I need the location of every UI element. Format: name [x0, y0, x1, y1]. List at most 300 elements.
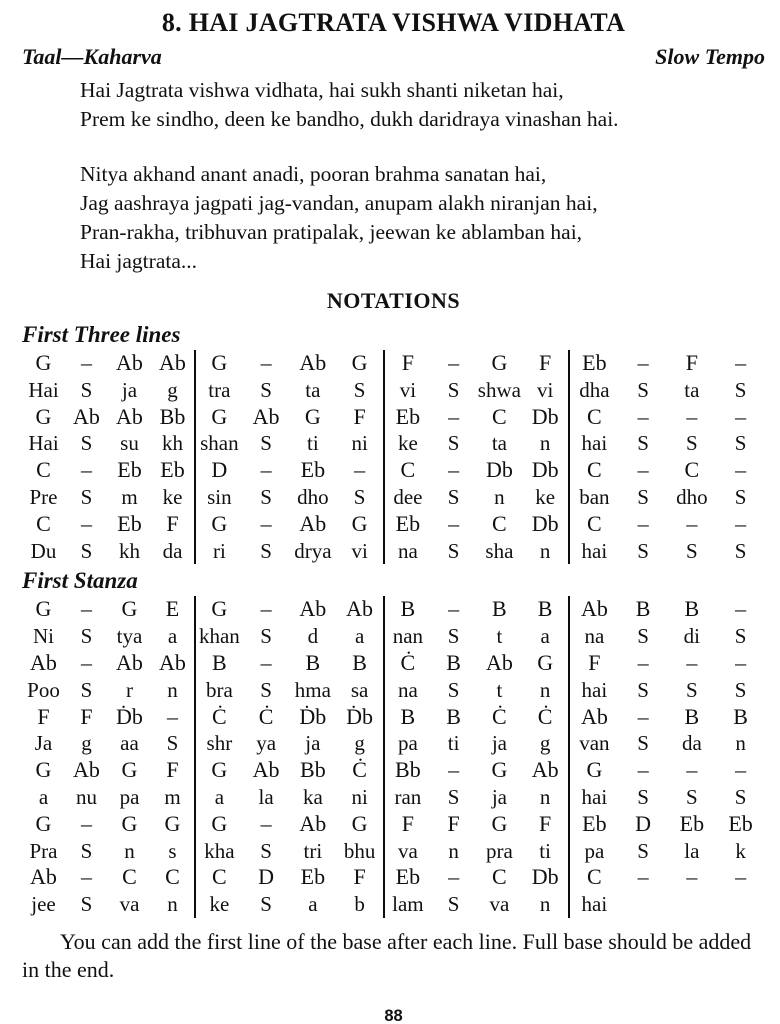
note-cell: –	[448, 403, 460, 429]
note-cell: Ab	[299, 596, 327, 622]
tempo-label: Slow Tempo	[655, 44, 765, 69]
note-cell: G	[211, 596, 228, 622]
lyric-cell: la	[684, 838, 700, 863]
note-cell: Ab	[116, 649, 143, 675]
notation-section-first-three-lines	[22, 322, 765, 564]
note-cell: C	[492, 403, 507, 429]
lyric-cell: da	[681, 731, 702, 756]
note-cell: Eb	[679, 810, 705, 836]
lyric-cell: ran	[394, 784, 422, 809]
note-cell: Ḋb	[116, 703, 143, 729]
bar-group	[196, 538, 385, 565]
note-cell: Eb	[582, 810, 607, 836]
lyric-cell: va	[489, 892, 510, 917]
lyric-cell: vi	[351, 538, 368, 563]
lyric-cell: hma	[294, 677, 331, 702]
lyric-cell: S	[637, 784, 649, 809]
bar-group	[385, 350, 570, 377]
note-cell: B	[305, 649, 321, 675]
bar-group	[22, 350, 196, 377]
bar-group	[196, 511, 385, 538]
note-cell: B	[537, 596, 553, 622]
lyric-cell: S	[80, 624, 93, 649]
note-cell: D	[258, 864, 275, 890]
lyric-cell: S	[734, 431, 747, 456]
lyric-cell: dho	[676, 484, 708, 509]
meta-row	[22, 44, 765, 70]
note-cell: C	[492, 864, 507, 890]
lyric-cell: su	[120, 431, 139, 456]
bar-group	[22, 757, 196, 784]
lyric-cell: S	[260, 624, 272, 649]
bar-group	[22, 677, 196, 704]
note-cell: Ab	[30, 649, 57, 675]
lyric-cell: bra	[205, 677, 233, 702]
note-cell: F	[166, 757, 179, 783]
note-cell: Db	[485, 457, 513, 483]
note-cell: –	[735, 649, 747, 675]
note-cell: Ċ	[492, 703, 507, 729]
lyric-cell: kha	[204, 838, 235, 863]
lyric-cell: tri	[303, 838, 323, 863]
lyric-cell: ti	[447, 731, 460, 756]
notes-row	[22, 511, 765, 538]
note-cell: –	[354, 457, 366, 483]
lyric-cell: S	[260, 484, 272, 509]
lyric-cell: S	[80, 377, 93, 402]
note-cell: Ċ	[400, 649, 416, 675]
note-cell: –	[260, 510, 272, 536]
note-cell: Ab	[159, 649, 186, 675]
lyric-cell: ke	[162, 484, 183, 509]
note-cell: B	[635, 596, 651, 622]
lyric-cell: S	[80, 538, 93, 563]
note-cell: –	[637, 350, 649, 375]
note-cell: Ab	[73, 757, 100, 783]
bar-group	[385, 757, 570, 784]
lyric-cell: d	[307, 624, 319, 649]
bar-group	[22, 623, 196, 650]
section-heading: First Three lines	[22, 322, 181, 347]
verse-line: Hai Jagtrata vishwa vidhata, hai sukh shanti niketan hai,	[80, 78, 564, 102]
lyric-cell: S	[447, 677, 460, 702]
note-cell: B	[400, 703, 416, 729]
note-cell: –	[448, 457, 460, 483]
bar-group	[196, 891, 385, 918]
bar-group	[570, 650, 765, 677]
bar-group	[570, 811, 765, 838]
note-cell: –	[260, 596, 272, 622]
notes-row	[22, 457, 765, 484]
bar-group	[196, 350, 385, 377]
note-cell: Ab	[252, 403, 280, 429]
notations-heading: NOTATIONS	[326, 288, 461, 313]
note-cell: Eb	[395, 510, 421, 536]
lyric-cell: ja	[491, 731, 507, 756]
bar-group	[570, 838, 765, 865]
lyric-cell: S	[686, 677, 698, 702]
note-cell: C	[587, 864, 602, 890]
lyric-cell: nan	[392, 624, 424, 649]
note-cell: Ab	[346, 596, 374, 622]
notes-row	[22, 350, 765, 377]
bar-group	[22, 430, 196, 457]
lyric-cell: n	[494, 484, 505, 509]
notes-row	[22, 864, 765, 891]
bar-group	[385, 404, 570, 431]
bar-group	[22, 838, 196, 865]
note-cell: –	[81, 810, 92, 836]
note-cell: Ab	[485, 649, 513, 675]
lyric-cell: n	[167, 892, 178, 917]
lyric-cell: S	[734, 784, 747, 809]
lyrics-row	[22, 484, 765, 511]
note-cell: –	[81, 350, 92, 375]
lyric-cell: b	[354, 892, 365, 917]
bar-group	[570, 511, 765, 538]
note-cell: Db	[531, 403, 559, 429]
lyric-cell: nu	[76, 784, 97, 809]
note-cell: G	[537, 649, 554, 675]
bar-group	[385, 677, 570, 704]
note-cell: F	[588, 649, 601, 675]
bar-group	[196, 757, 385, 784]
lyric-cell: S	[260, 538, 272, 563]
bar-group	[196, 704, 385, 731]
lyric-cell: n	[124, 838, 135, 863]
lyric-cell: tya	[116, 624, 143, 649]
bar-group	[570, 757, 765, 784]
note-cell: B	[733, 703, 748, 729]
bar-group	[385, 596, 570, 623]
lyric-cell: na	[584, 624, 605, 649]
lyric-cell: S	[637, 538, 649, 563]
note-cell: C	[492, 510, 507, 536]
lyric-cell: S	[260, 377, 272, 402]
lyric-cell: hai	[581, 784, 608, 809]
note-cell: Bb	[159, 403, 186, 429]
lyric-cell: S	[734, 624, 747, 649]
lyrics-row	[22, 677, 765, 704]
note-cell: –	[448, 757, 460, 783]
note-cell: –	[448, 864, 460, 890]
note-cell: G	[35, 350, 52, 375]
note-cell: –	[735, 510, 747, 536]
note-cell: F	[353, 403, 366, 429]
lyric-cell: di	[683, 624, 701, 649]
notes-row	[22, 650, 765, 677]
lyric-cell	[619, 891, 668, 918]
lyric-cell: ke	[397, 431, 418, 456]
lyric-cell: va	[397, 838, 418, 863]
lyric-cell: S	[353, 484, 366, 509]
lyric-cell: ri	[212, 538, 226, 563]
bar-group	[22, 704, 196, 731]
note-cell: –	[735, 864, 747, 890]
note-cell: Ċ	[258, 703, 274, 729]
lyric-cell: s	[168, 838, 177, 863]
note-cell: Ḋb	[299, 703, 327, 729]
bar-group	[196, 596, 385, 623]
note-cell: Ab	[580, 703, 608, 729]
note-cell: C	[36, 510, 51, 536]
notes-row	[22, 704, 765, 731]
note-cell: G	[211, 810, 228, 836]
lyric-cell: hai	[581, 892, 608, 917]
lyric-cell: n	[539, 784, 551, 809]
footnote: You can add the first line of the base after each line. Full base should be added in the end.	[22, 928, 752, 983]
lyric-cell: S	[637, 677, 649, 702]
bar-group	[196, 484, 385, 511]
note-cell: C	[36, 457, 51, 483]
lyric-cell: a	[540, 624, 550, 649]
bar-group	[22, 404, 196, 431]
note-cell: –	[448, 596, 460, 622]
lyric-cell: n	[167, 677, 178, 702]
note-cell: –	[81, 510, 92, 536]
note-cell: –	[637, 457, 649, 483]
note-cell: D	[211, 457, 228, 483]
bar-group	[22, 650, 196, 677]
note-cell: –	[686, 757, 698, 783]
lyric-cell: S	[353, 377, 366, 402]
stanza-verse	[80, 160, 765, 276]
bar-group	[570, 784, 765, 811]
lyric-cell: S	[80, 484, 93, 509]
lyric-cell: Poo	[27, 677, 60, 702]
lyric-cell: S	[166, 731, 179, 756]
note-cell: Ċ	[537, 703, 553, 729]
lyric-cell: S	[637, 484, 649, 509]
section-heading: First Stanza	[22, 568, 138, 594]
note-cell: B	[352, 649, 367, 675]
lyric-cell: g	[81, 731, 92, 756]
bar-group	[570, 677, 765, 704]
lyric-cell: S	[80, 838, 93, 863]
note-cell: B	[400, 596, 416, 622]
lyrics-row	[22, 838, 765, 865]
bar-group	[385, 704, 570, 731]
bar-group	[196, 784, 385, 811]
lyric-cell: drya	[294, 538, 332, 563]
note-cell: Ab	[116, 350, 143, 375]
note-cell: Eb	[395, 403, 421, 429]
note-cell: G	[491, 757, 508, 783]
verse-line: Pran-rakha, tribhuvan pratipalak, jeewan ke ablamban hai,	[80, 220, 583, 244]
note-cell: G	[304, 403, 321, 429]
note-cell: G	[121, 596, 138, 622]
lyric-cell: g	[354, 731, 365, 756]
note-cell: –	[686, 864, 698, 890]
notes-row	[22, 404, 765, 431]
note-cell: C	[400, 457, 416, 483]
bar-group	[22, 811, 196, 838]
bar-group	[22, 538, 196, 565]
note-cell: G	[211, 757, 228, 783]
lyrics-row	[22, 623, 765, 650]
note-cell: –	[637, 510, 649, 536]
lyric-cell: g	[539, 731, 551, 756]
bar-group	[570, 730, 765, 757]
note-cell: Eb	[160, 457, 185, 483]
note-cell: –	[637, 649, 649, 675]
note-cell: –	[735, 757, 747, 783]
lyric-cell: ti	[539, 838, 551, 863]
note-cell: –	[686, 649, 698, 675]
lyrics-row	[22, 430, 765, 457]
lyric-cell: n	[735, 731, 746, 756]
verse-line: Hai jagtrata...	[80, 249, 198, 273]
note-cell: G	[35, 403, 52, 429]
note-cell: –	[81, 457, 92, 483]
note-cell: –	[637, 403, 649, 429]
note-cell: –	[260, 350, 272, 375]
bar-group	[196, 730, 385, 757]
note-cell: Ab	[580, 596, 608, 622]
lyric-cell: vi	[399, 377, 417, 402]
note-cell: –	[81, 864, 92, 890]
note-cell: Bb	[300, 757, 326, 783]
lyric-cell: ja	[121, 377, 138, 402]
lyric-cell: pa	[584, 838, 605, 863]
lyric-cell: ta	[684, 377, 700, 402]
lyric-cell: sin	[207, 484, 232, 509]
lyric-cell: S	[686, 431, 698, 456]
lyric-cell: S	[447, 377, 460, 402]
note-cell: G	[35, 757, 52, 783]
bar-group	[196, 377, 385, 404]
lyric-cell: shwa	[477, 377, 521, 402]
bar-group	[570, 864, 765, 891]
lyric-cell: ta	[491, 431, 507, 456]
lyric-cell: S	[734, 677, 747, 702]
lyric-cell: ban	[579, 484, 610, 509]
lyric-cell: S	[637, 377, 649, 402]
verse-line: Nitya akhand anant anadi, pooran brahma sanatan hai,	[80, 162, 547, 186]
bar-group	[385, 484, 570, 511]
bar-group	[196, 650, 385, 677]
lyric-cell: pra	[485, 838, 513, 863]
lyric-cell: na	[397, 538, 418, 563]
lyric-cell: Hai	[28, 431, 59, 456]
bar-group	[22, 730, 196, 757]
page-title: 8. HAI JAGTRATA VISHWA VIDHATA	[161, 8, 626, 37]
bar-group	[196, 838, 385, 865]
note-cell: Eb	[117, 457, 142, 483]
note-cell: F	[447, 810, 460, 836]
note-cell: –	[260, 810, 272, 836]
bar-group	[385, 457, 570, 484]
note-cell: B	[446, 649, 461, 675]
lyric-cell: dho	[297, 484, 329, 509]
lyric-cell: ja	[305, 731, 321, 756]
note-cell: G	[491, 350, 508, 375]
lyric-cell: a	[38, 784, 49, 809]
bar-group	[22, 457, 196, 484]
lyric-cell: hai	[581, 431, 608, 456]
lyric-cell: S	[447, 484, 460, 509]
note-cell: –	[686, 510, 698, 536]
bar-group	[570, 891, 765, 918]
note-cell: B	[492, 596, 507, 622]
lyric-cell: la	[258, 784, 274, 809]
lyric-cell: sha	[485, 538, 514, 563]
lyric-cell	[667, 891, 716, 918]
lyric-cell: bhu	[343, 838, 376, 863]
note-cell: F	[353, 864, 366, 890]
bar-group	[385, 784, 570, 811]
notes-row	[22, 757, 765, 784]
bar-group	[385, 377, 570, 404]
note-cell: Ab	[159, 350, 186, 375]
lyric-cell: vi	[536, 377, 554, 402]
note-cell: G	[211, 350, 228, 375]
lyric-cell: m	[164, 784, 181, 809]
bar-group	[570, 457, 765, 484]
note-cell: G	[351, 510, 368, 536]
lyric-cell: khan	[198, 624, 240, 649]
lyric-cell: a	[214, 784, 225, 809]
note-cell: Ab	[299, 510, 327, 536]
note-cell: Db	[531, 457, 559, 483]
lyric-cell: shan	[200, 431, 239, 456]
lyric-cell: n	[448, 838, 459, 863]
lyric-cell	[716, 891, 765, 918]
lyric-cell: aa	[120, 731, 139, 756]
note-cell: C	[587, 457, 602, 483]
bar-group	[570, 623, 765, 650]
notation-table	[22, 350, 765, 564]
lyric-cell: Du	[30, 538, 57, 563]
lyric-cell: m	[121, 484, 138, 509]
lyric-cell: ni	[351, 784, 368, 809]
lyric-cell: S	[447, 784, 460, 809]
lyric-cell: na	[397, 677, 418, 702]
note-cell: C	[587, 510, 602, 536]
lyric-cell: t	[496, 677, 503, 702]
bar-group	[570, 430, 765, 457]
bar-group	[385, 511, 570, 538]
note-cell: –	[686, 403, 698, 429]
lyric-cell: ta	[305, 377, 321, 402]
bar-group	[22, 511, 196, 538]
lyric-cell: k	[735, 838, 746, 863]
note-cell: G	[121, 757, 138, 783]
bar-group	[22, 484, 196, 511]
bar-group	[385, 430, 570, 457]
note-cell: –	[637, 703, 649, 729]
lyric-cell: S	[80, 892, 93, 917]
bar-group	[570, 484, 765, 511]
note-cell: G	[121, 810, 138, 836]
lyric-cell: pa	[119, 784, 140, 809]
bar-group	[22, 784, 196, 811]
note-cell: –	[637, 757, 649, 783]
bar-group	[570, 404, 765, 431]
note-cell: B	[446, 703, 461, 729]
lyric-cell: n	[539, 677, 551, 702]
note-cell: Ab	[252, 757, 280, 783]
note-cell: G	[35, 810, 52, 836]
lyric-cell: a	[167, 624, 178, 649]
lyric-cell: shr	[206, 731, 233, 756]
note-cell: Ab	[116, 403, 143, 429]
lyric-cell: ya	[256, 731, 277, 756]
lyric-cell: Pre	[29, 484, 58, 509]
lyric-cell: Ja	[34, 731, 53, 756]
lyrics-row	[22, 784, 765, 811]
lyric-cell: kh	[162, 431, 183, 456]
